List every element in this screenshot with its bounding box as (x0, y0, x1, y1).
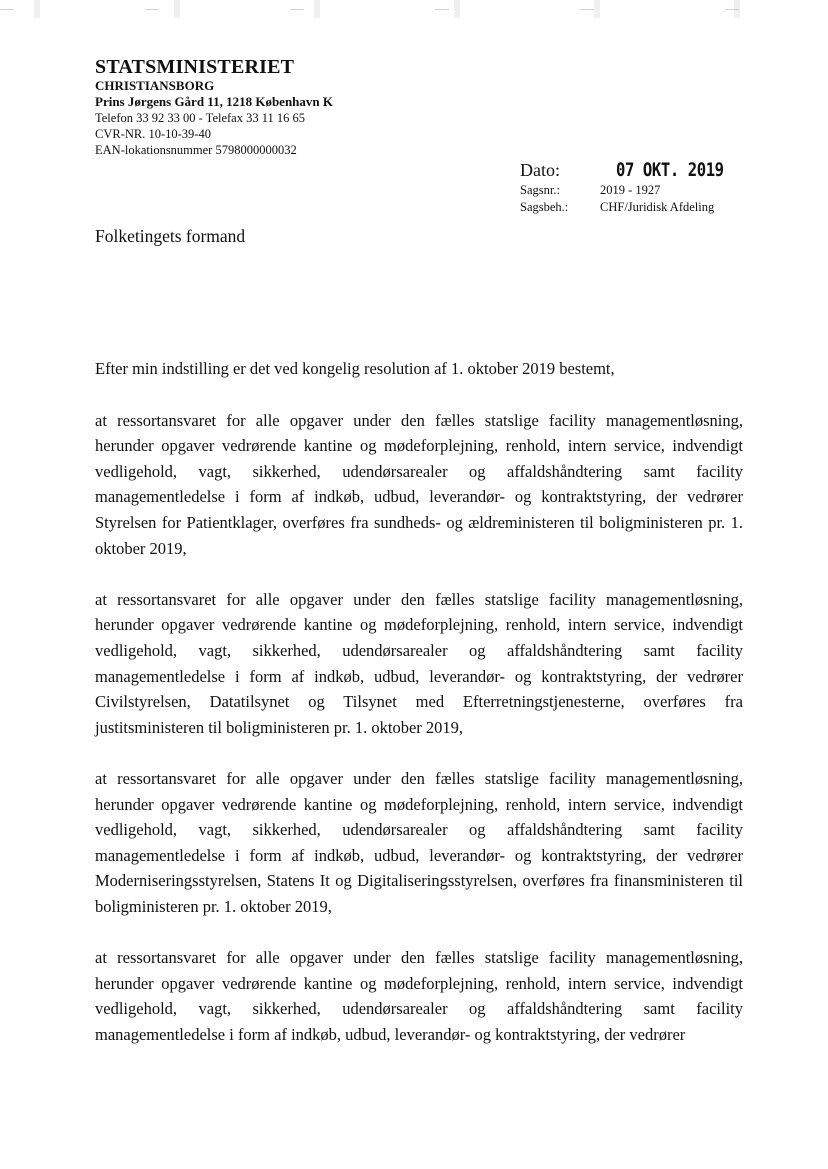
scan-edge-artifact (0, 0, 828, 18)
phone-fax-line: Telefon 33 92 33 00 - Telefax 33 11 16 65 (95, 111, 306, 125)
body-paragraph: at ressortansvaret for alle opgaver under den fælles statslige facility managementløsning, herunder opgaver vedrørende kantine og mødeforplejning, renhold, intern service, indvendigt vedligehold, vagt, sikkerhed, udendørsarealer og affaldshåndtering samt facility managementledelse i form af indkøb, udbud, leverandør- og kontraktstyring, der vedrører Civilstyrelsen, Datatilsynet og Tilsynet med Efterretningstjenesterne, overføres fra justitsministeren til boligministeren pr. 1. oktober 2019, (95, 589, 743, 737)
date-label: Dato: (520, 160, 560, 180)
body-paragraph: at ressortansvaret for alle opgaver under den fælles statslige facility managementløsning, herunder opgaver vedrørende kantine og mødeforplejning, renhold, intern service, indvendigt vedligehold, vagt, sikkerhed, udendørsarealer og affaldshåndtering samt facility managementledelse i form af indkøb, udbud, leverandør- og kontraktstyring, der vedrører Styrelsen for Patientklager, overføres fra sundheds- og ældreministeren til boligministeren pr. 1. oktober 2019, (95, 410, 743, 558)
ministry-name: STATSMINISTERIET (95, 56, 295, 78)
handler-label: Sagsbeh.: (520, 200, 569, 214)
intro-paragraph: Efter min indstilling er det ved kongelig resolution af 1. oktober 2019 bestemt, (95, 359, 615, 378)
building-name: CHRISTIANSBORG (95, 78, 215, 93)
letter-body (95, 356, 743, 1073)
cvr-line: CVR-NR. 10-10-39-40 (95, 127, 211, 141)
case-number: 2019 - 1927 (600, 183, 661, 197)
ean-line: EAN-lokationsnummer 5798000000032 (95, 143, 297, 157)
address-line: Prins Jørgens Gård 11, 1218 København K (95, 94, 333, 109)
recipient: Folketingets formand (95, 226, 246, 246)
body-paragraph: at ressortansvaret for alle opgaver under den fælles statslige facility managementløsning, herunder opgaver vedrørende kantine og mødeforplejning, renhold, intern service, indvendigt vedligehold, vagt, sikkerhed, udendørsarealer og affaldshåndtering samt facility managementledelse i form af indkøb, udbud, leverandør- og kontraktstyring, der vedrører (95, 948, 743, 1044)
body-paragraph: at ressortansvaret for alle opgaver under den fælles statslige facility managementløsning, herunder opgaver vedrørende kantine og mødeforplejning, renhold, intern service, indvendigt vedligehold, vagt, sikkerhed, udendørsarealer og affaldshåndtering samt facility managementledelse i form af indkøb, udbud, leverandør- og kontraktstyring, der vedrører Moderniseringsstyrelsen, Statens It og Digitaliseringsstyrelsen, overføres fra finansministeren til boligministeren pr. 1. oktober 2019, (95, 768, 743, 916)
case-label: Sagsnr.: (520, 183, 560, 197)
letterhead (95, 56, 333, 158)
handler-value: CHF/Juridisk Afdeling (600, 200, 715, 214)
date-stamp: 07 OKT. 2019 (616, 159, 724, 181)
